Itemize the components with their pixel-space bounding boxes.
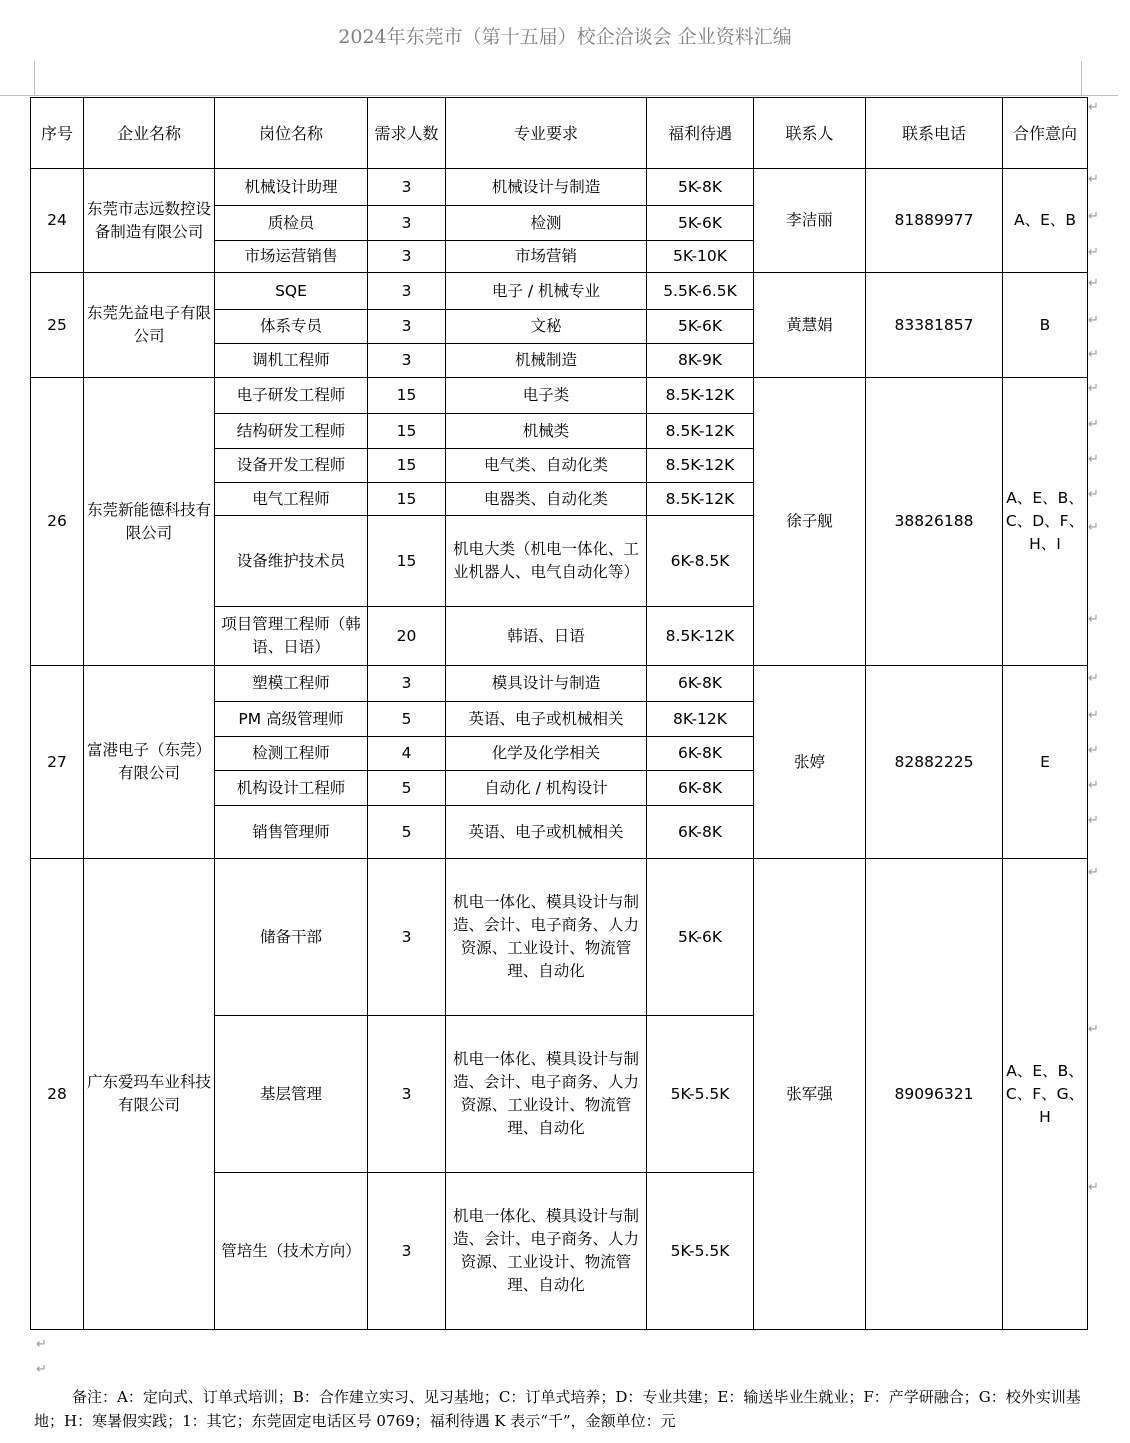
job-title-cell: 机构设计工程师 — [215, 771, 368, 806]
col-header-job: 岗位名称 — [215, 98, 368, 169]
job-major-cell: 电器类、自动化类 — [446, 483, 647, 516]
col-header-major: 专业要求 — [446, 98, 647, 169]
job-title-cell: 检测工程师 — [215, 737, 368, 771]
job-major-cell: 文秘 — [446, 310, 647, 344]
job-salary-cell: 8K-9K — [647, 344, 754, 378]
job-title-cell: 塑模工程师 — [215, 666, 368, 702]
job-salary-cell: 8K-12K — [647, 702, 754, 737]
job-count-cell: 15 — [368, 414, 446, 449]
table-row — [31, 666, 1088, 702]
job-salary-cell: 5K-10K — [647, 241, 754, 273]
col-header-company: 企业名称 — [84, 98, 215, 169]
job-count-cell: 3 — [368, 169, 446, 206]
job-salary-cell: 5K-8K — [647, 169, 754, 206]
job-count-cell: 3 — [368, 344, 446, 378]
job-major-cell: 化学及化学相关 — [446, 737, 647, 771]
job-salary-cell: 6K-8K — [647, 806, 754, 859]
job-salary-cell: 8.5K-12K — [647, 483, 754, 516]
job-title-cell: 储备干部 — [215, 859, 368, 1016]
job-major-cell: 机械制造 — [446, 344, 647, 378]
job-title-cell: 设备维护技术员 — [215, 516, 368, 607]
job-title-cell: 机械设计助理 — [215, 169, 368, 206]
coop-cell: A、E、B、C、F、G、H — [1003, 859, 1088, 1330]
contact-cell: 黄慧娟 — [754, 273, 866, 378]
job-major-cell: 自动化 / 机构设计 — [446, 771, 647, 806]
job-major-cell: 英语、电子或机械相关 — [446, 806, 647, 859]
job-count-cell: 3 — [368, 310, 446, 344]
contact-cell: 张婷 — [754, 666, 866, 859]
col-header-coop: 合作意向 — [1003, 98, 1088, 169]
table-row — [31, 378, 1088, 414]
job-title-cell: 体系专员 — [215, 310, 368, 344]
job-salary-cell: 6K-8K — [647, 771, 754, 806]
job-salary-cell: 5K-6K — [647, 206, 754, 241]
job-salary-cell: 8.5K-12K — [647, 378, 754, 414]
job-major-cell: 机械设计与制造 — [446, 169, 647, 206]
job-count-cell: 20 — [368, 607, 446, 666]
company-no-cell: 25 — [31, 273, 84, 378]
col-header-count: 需求人数 — [368, 98, 446, 169]
job-count-cell: 3 — [368, 206, 446, 241]
job-title-cell: 市场运营销售 — [215, 241, 368, 273]
phone-cell: 89096321 — [866, 859, 1003, 1330]
company-table — [30, 97, 1088, 1330]
job-major-cell: 机电一体化、模具设计与制造、会计、电子商务、人力资源、工业设计、物流管理、自动化 — [446, 859, 647, 1016]
company-no-cell: 24 — [31, 169, 84, 273]
col-header-no: 序号 — [31, 98, 84, 169]
coop-cell: B — [1003, 273, 1088, 378]
job-major-cell: 模具设计与制造 — [446, 666, 647, 702]
job-major-cell: 韩语、日语 — [446, 607, 647, 666]
col-header-phone: 联系电话 — [866, 98, 1003, 169]
company-name-cell: 富港电子（东莞）有限公司 — [84, 666, 215, 859]
job-salary-cell: 5K-5.5K — [647, 1016, 754, 1173]
job-salary-cell: 5K-6K — [647, 859, 754, 1016]
coop-cell: A、E、B — [1003, 169, 1088, 273]
job-major-cell: 电子 / 机械专业 — [446, 273, 647, 310]
job-count-cell: 3 — [368, 1173, 446, 1330]
contact-cell: 张军强 — [754, 859, 866, 1330]
table-row — [31, 169, 1088, 206]
company-no-cell: 27 — [31, 666, 84, 859]
job-count-cell: 3 — [368, 859, 446, 1016]
job-count-cell: 5 — [368, 702, 446, 737]
job-title-cell: 电气工程师 — [215, 483, 368, 516]
company-no-cell: 28 — [31, 859, 84, 1330]
job-count-cell: 5 — [368, 806, 446, 859]
company-name-cell: 广东爱玛车业科技有限公司 — [84, 859, 215, 1330]
job-count-cell: 4 — [368, 737, 446, 771]
job-count-cell: 15 — [368, 483, 446, 516]
job-title-cell: 质检员 — [215, 206, 368, 241]
coop-cell: E — [1003, 666, 1088, 859]
job-count-cell: 5 — [368, 771, 446, 806]
empty-paragraph-mark: ↵ — [36, 1337, 47, 1352]
margin-corner-right — [1081, 61, 1082, 95]
job-count-cell: 3 — [368, 1016, 446, 1173]
job-salary-cell: 6K-8K — [647, 666, 754, 702]
company-name-cell: 东莞市志远数控设备制造有限公司 — [84, 169, 215, 273]
coop-cell: A、E、B、C、D、F、H、I — [1003, 378, 1088, 666]
job-salary-cell: 6K-8.5K — [647, 516, 754, 607]
phone-cell: 81889977 — [866, 169, 1003, 273]
company-no-cell: 26 — [31, 378, 84, 666]
job-salary-cell: 5.5K-6.5K — [647, 273, 754, 310]
contact-cell: 李洁丽 — [754, 169, 866, 273]
job-count-cell: 3 — [368, 666, 446, 702]
job-salary-cell: 5K-5.5K — [647, 1173, 754, 1330]
col-header-contact: 联系人 — [754, 98, 866, 169]
header-rule — [0, 95, 1118, 96]
company-name-cell: 东莞新能德科技有限公司 — [84, 378, 215, 666]
job-count-cell: 15 — [368, 378, 446, 414]
job-title-cell: 管培生（技术方向） — [215, 1173, 368, 1330]
company-name-cell: 东莞先益电子有限公司 — [84, 273, 215, 378]
job-salary-cell: 6K-8K — [647, 737, 754, 771]
job-title-cell: 基层管理 — [215, 1016, 368, 1173]
job-title-cell: 结构研发工程师 — [215, 414, 368, 449]
job-title-cell: 调机工程师 — [215, 344, 368, 378]
job-title-cell: 项目管理工程师（韩语、日语） — [215, 607, 368, 666]
table-row — [31, 859, 1088, 1016]
table-header-row — [31, 98, 1088, 169]
contact-cell: 徐子舰 — [754, 378, 866, 666]
job-count-cell: 15 — [368, 449, 446, 483]
job-major-cell: 市场营销 — [446, 241, 647, 273]
job-major-cell: 检测 — [446, 206, 647, 241]
job-title-cell: SQE — [215, 273, 368, 310]
table-row — [31, 273, 1088, 310]
job-title-cell: 销售管理师 — [215, 806, 368, 859]
phone-cell: 83381857 — [866, 273, 1003, 378]
job-major-cell: 机电一体化、模具设计与制造、会计、电子商务、人力资源、工业设计、物流管理、自动化 — [446, 1016, 647, 1173]
job-salary-cell: 8.5K-12K — [647, 414, 754, 449]
job-title-cell: 设备开发工程师 — [215, 449, 368, 483]
job-salary-cell: 8.5K-12K — [647, 449, 754, 483]
job-major-cell: 电气类、自动化类 — [446, 449, 647, 483]
job-major-cell: 机械类 — [446, 414, 647, 449]
phone-cell: 38826188 — [866, 378, 1003, 666]
empty-paragraph-mark: ↵ — [36, 1362, 47, 1377]
job-major-cell: 机电一体化、模具设计与制造、会计、电子商务、人力资源、工业设计、物流管理、自动化 — [446, 1173, 647, 1330]
margin-corner-left — [34, 61, 35, 95]
job-count-cell: 15 — [368, 516, 446, 607]
phone-cell: 82882225 — [866, 666, 1003, 859]
page-header-title: 2024年东莞市（第十五届）校企洽谈会 企业资料汇编 — [338, 26, 792, 48]
job-major-cell: 英语、电子或机械相关 — [446, 702, 647, 737]
job-title-cell: 电子研发工程师 — [215, 378, 368, 414]
job-major-cell: 机电大类（机电一体化、工业机器人、电气自动化等） — [446, 516, 647, 607]
col-header-salary: 福利待遇 — [647, 98, 754, 169]
job-count-cell: 3 — [368, 241, 446, 273]
job-salary-cell: 5K-6K — [647, 310, 754, 344]
notes-paragraph: 备注：A：定向式、订单式培训；B：合作建立实习、见习基地；C：订单式培养；D：专业共建；E：输送毕业生就业；F：产学研融合；G：校外实训基地；H：寒暑假实践；1：其它；东莞固定电话区号 0769；福利待遇 K 表示“千”，金额单位：元 — [34, 1388, 1081, 1430]
job-title-cell: PM 高级管理师 — [215, 702, 368, 737]
job-major-cell: 电子类 — [446, 378, 647, 414]
job-salary-cell: 8.5K-12K — [647, 607, 754, 666]
job-count-cell: 3 — [368, 273, 446, 310]
